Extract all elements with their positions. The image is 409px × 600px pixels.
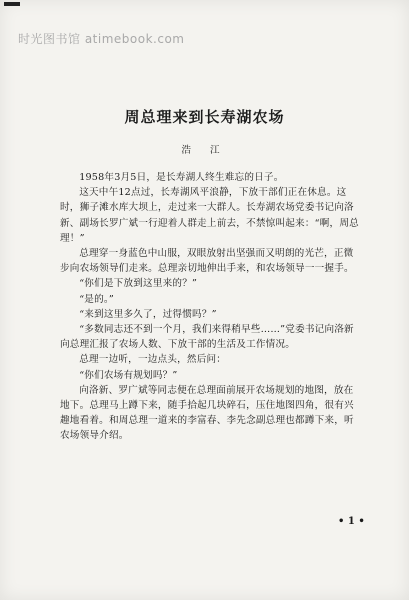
paragraph-4: “你们是下放到这里来的？”	[79, 278, 198, 290]
paragraph-5: “是的。”	[79, 293, 114, 305]
author-name: 浩 江	[181, 145, 228, 156]
paragraph-2: 这天中午12点过，长寿湖风平浪静，下放干部们正在休息。这时，狮子滩水库大坝上，走过来一大群人。长寿湖农场党委书记向洛新、副场长罗广斌一行迎着人群走上前去，不禁惊叫起来：“啊，周总理！”	[60, 187, 359, 244]
paragraph-8: 总理一边听，一边点头，然后问：	[79, 354, 227, 366]
article-title: 周总理来到长寿湖农场	[124, 108, 285, 126]
page-number: • 1 •	[338, 516, 365, 527]
paragraph-7: “多数同志还不到一个月，我们来得稍早些……”党委书记向洛新向总理汇报了农场人数、下放干部的生活及工作情况。	[60, 324, 354, 351]
paragraph-1: 1958年3月5日，是长寿湖人终生难忘的日子。	[79, 172, 284, 183]
paragraph-3: 总理穿一身蓝色中山服，双眼放射出坚强而又明朗的光芒，正微步向农场领导们走来。总理亲切地伸出手来，和农场领导一一握手。	[60, 248, 354, 275]
paragraph-6: “来到这里多久了，过得惯吗？”	[79, 308, 217, 320]
paragraph-10: 向洛新、罗广斌等同志便在总理面前展开农场规划的地图，放在地下。总理马上蹲下来，随手拾起几块碎石，压住地图四角，很有兴趣地看着。和周总理一道来的李富春、李先念副总理也都蹲下来，听农场领导介绍。	[60, 384, 354, 442]
paragraph-9: “你们农场有规划吗？”	[79, 369, 178, 381]
scan-corner-mark	[4, 2, 20, 6]
article-body	[60, 170, 360, 444]
watermark: 时光图书馆 atimebook.com	[18, 32, 185, 46]
